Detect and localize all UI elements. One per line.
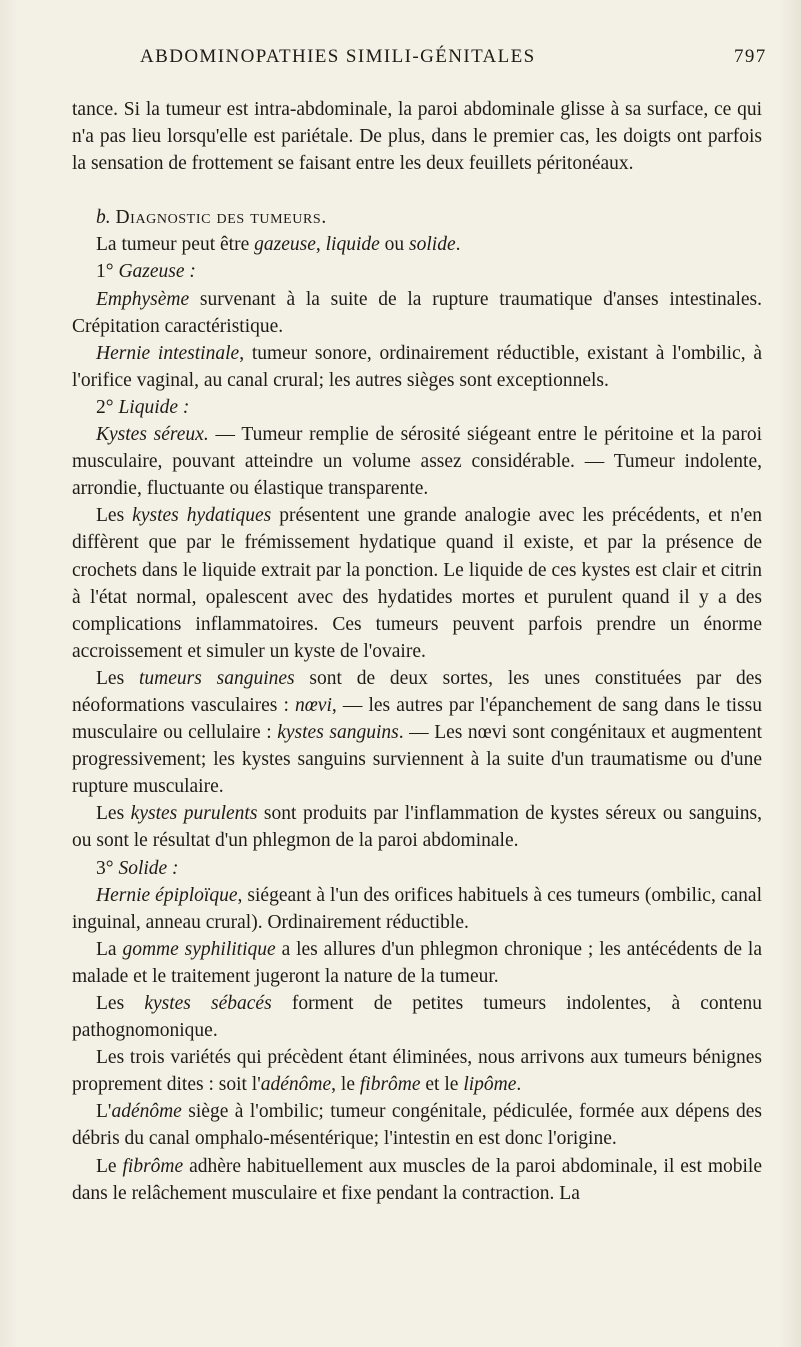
subheading-gazeuse: 1° Gazeuse :: [96, 261, 196, 283]
paragraph-continuation: tance. Si la tumeur est intra-abdominale, la paroi abdominale glisse à sa surface, ce qui n'a pas lieu lorsqu'elle est pariétale. De plus, dans le premier cas, les doigts ont parfois la sensation de frottement se faisant entre les deux feuillets péritonéaux.: [72, 99, 762, 175]
paragraph-intro: La tumeur peut être gazeuse, liquide ou solide.: [96, 234, 461, 256]
subheading-solide: 3° Solide :: [96, 857, 179, 879]
paragraph-adenome: L'adénôme siège à l'ombilic; tumeur congénitale, pédiculée, formée aux dépens des débris du canal omphalo-mésentérique; l'intestin en est donc l'origine.: [72, 1101, 762, 1150]
running-head: [0, 46, 801, 76]
page-number: 797: [734, 46, 767, 67]
running-title: ABDOMINOPATHIES SIMILI-GÉNITALES: [140, 46, 536, 67]
section-heading: b. Diagnostic des tumeurs.: [96, 207, 327, 229]
paragraph-emphyseme: Emphysème survenant à la suite de la rupture traumatique d'anses intestinales. Crépitation caractéristique.: [72, 288, 762, 337]
paragraph-kystes-purulents: Les kystes purulents sont produits par l'inflammation de kystes séreux ou sanguins, ou sont le résultat d'un phlegmon de la paroi abdominale.: [72, 803, 762, 852]
paragraph-tumeurs-sanguines: Les tumeurs sanguines sont de deux sortes, les unes constituées par des néoformations vasculaires : nœvi, — les autres par l'épanchement de sang dans le tissu musculaire ou cellulaire : kystes sanguins. — Les nœvi sont congénitaux et augmentent progressivement; les kystes sanguins surviennent à la suite d'un traumatisme ou d'une rupture musculaire.: [72, 667, 763, 798]
body-text: [72, 96, 762, 1207]
paragraph-kystes-sebaces: Les kystes sébacés forment de petites tumeurs indolentes, à contenu pathognomonique.: [72, 993, 762, 1042]
paragraph-tumeurs-benignes: Les trois variétés qui précèdent étant éliminées, nous arrivons aux tumeurs bénignes proprement dites : soit l'adénôme, le fibrôme et le lipôme.: [72, 1047, 762, 1096]
paragraph-hernie-intestinale: Hernie intestinale, tumeur sonore, ordinairement réductible, existant à l'ombilic, à l'orifice vaginal, au canal crural; les autres sièges sont exceptionnels.: [72, 342, 763, 391]
paragraph-kystes-hydatiques: Les kystes hydatiques présentent une grande analogie avec les précédents, et n'en diffèrent que par le frémissement hydatique quand il existe, et par la présence de crochets dans le liquide extrait par la ponction. Le liquide de ces kystes est clair et citrin à l'état normal, opalescent avec des hydatides mortes et purulent quand il y a des complications inflammatoires. Ces tumeurs peuvent parfois prendre un énorme accroissement et simuler un kyste de l'ovaire.: [72, 505, 763, 662]
paragraph-hernie-epiploique: Hernie épiploïque, siégeant à l'un des orifices habituels à ces tumeurs (ombilic, canal inguinal, anneau crural). Ordinairement réductible.: [72, 884, 763, 933]
paragraph-fibrome: Le fibrôme adhère habituellement aux muscles de la paroi abdominale, il est mobile dans le relâchement musculaire et fixe pendant la contraction. La: [72, 1155, 762, 1204]
subheading-liquide: 2° Liquide :: [96, 396, 190, 418]
paragraph-kystes-sereux: Kystes séreux. — Tumeur remplie de sérosité siégeant entre le péritoine et la paroi musculaire, pouvant atteindre un volume assez considérable. — Tumeur indolente, arrondie, fluctuante ou élastique transparente.: [72, 424, 762, 500]
paragraph-gomme-syphilitique: La gomme syphilitique a les allures d'un phlegmon chronique ; les antécédents de la malade et le traitement jugeront la nature de la tumeur.: [72, 938, 762, 987]
